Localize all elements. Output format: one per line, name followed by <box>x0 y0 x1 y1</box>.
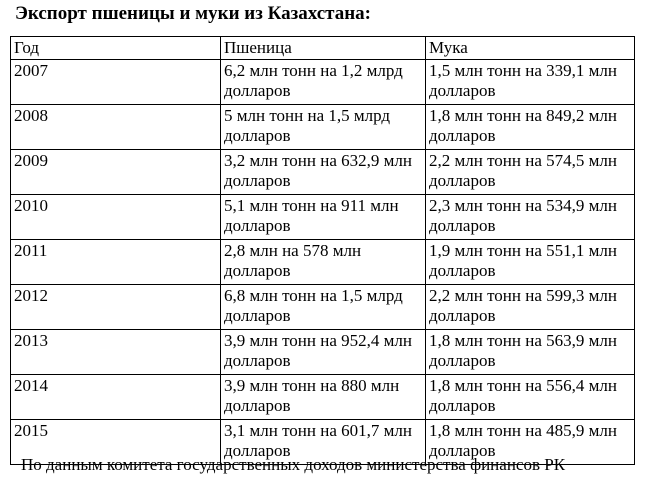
table-header-row <box>11 37 635 60</box>
header-flour: Мука <box>426 37 635 60</box>
cell-year: 2008 <box>11 105 221 150</box>
cell-year: 2011 <box>11 240 221 285</box>
cell-flour: 2,3 млн тонн на 534,9 млн долларов <box>426 195 635 240</box>
table-row <box>11 285 635 330</box>
table-row <box>11 240 635 285</box>
table-row <box>11 195 635 240</box>
cell-year: 2015 <box>11 420 221 465</box>
table-row <box>11 330 635 375</box>
cell-wheat: 3,2 млн тонн на 632,9 млн долларов <box>221 150 426 195</box>
cell-year: 2009 <box>11 150 221 195</box>
cell-flour: 1,8 млн тонн на 556,4 млн долларов <box>426 375 635 420</box>
cell-wheat: 5 млн тонн на 1,5 млрд долларов <box>221 105 426 150</box>
cell-year: 2014 <box>11 375 221 420</box>
header-year: Год <box>11 37 221 60</box>
cell-year: 2007 <box>11 60 221 105</box>
document-title: Экспорт пшеницы и муки из Казахстана: <box>15 3 371 24</box>
source-note: По данным комитета государственных доходов министерства финансов РК <box>21 455 566 474</box>
cell-year: 2012 <box>11 285 221 330</box>
table-row <box>11 60 635 105</box>
cell-year: 2010 <box>11 195 221 240</box>
table-row <box>11 375 635 420</box>
cell-wheat: 2,8 млн на 578 млн долларов <box>221 240 426 285</box>
cell-wheat: 3,9 млн тонн на 952,4 млн долларов <box>221 330 426 375</box>
table-row <box>11 105 635 150</box>
header-wheat: Пшеница <box>221 37 426 60</box>
cell-flour: 2,2 млн тонн на 599,3 млн долларов <box>426 285 635 330</box>
cell-wheat: 3,1 млн тонн на 601,7 млн долларов <box>221 420 426 465</box>
cell-flour: 1,8 млн тонн на 485,9 млн долларов <box>426 420 635 465</box>
cell-flour: 1,8 млн тонн на 563,9 млн долларов <box>426 330 635 375</box>
cell-flour: 1,5 млн тонн на 339,1 млн долларов <box>426 60 635 105</box>
cell-wheat: 6,8 млн тонн на 1,5 млрд долларов <box>221 285 426 330</box>
cell-flour: 1,8 млн тонн на 849,2 млн долларов <box>426 105 635 150</box>
cell-wheat: 5,1 млн тонн на 911 млн долларов <box>221 195 426 240</box>
table-row <box>11 150 635 195</box>
cell-wheat: 6,2 млн тонн на 1,2 млрд долларов <box>221 60 426 105</box>
cell-year: 2013 <box>11 330 221 375</box>
cell-flour: 2,2 млн тонн на 574,5 млн долларов <box>426 150 635 195</box>
cell-wheat: 3,9 млн тонн на 880 млн долларов <box>221 375 426 420</box>
export-table <box>10 36 635 465</box>
cell-flour: 1,9 млн тонн на 551,1 млн долларов <box>426 240 635 285</box>
